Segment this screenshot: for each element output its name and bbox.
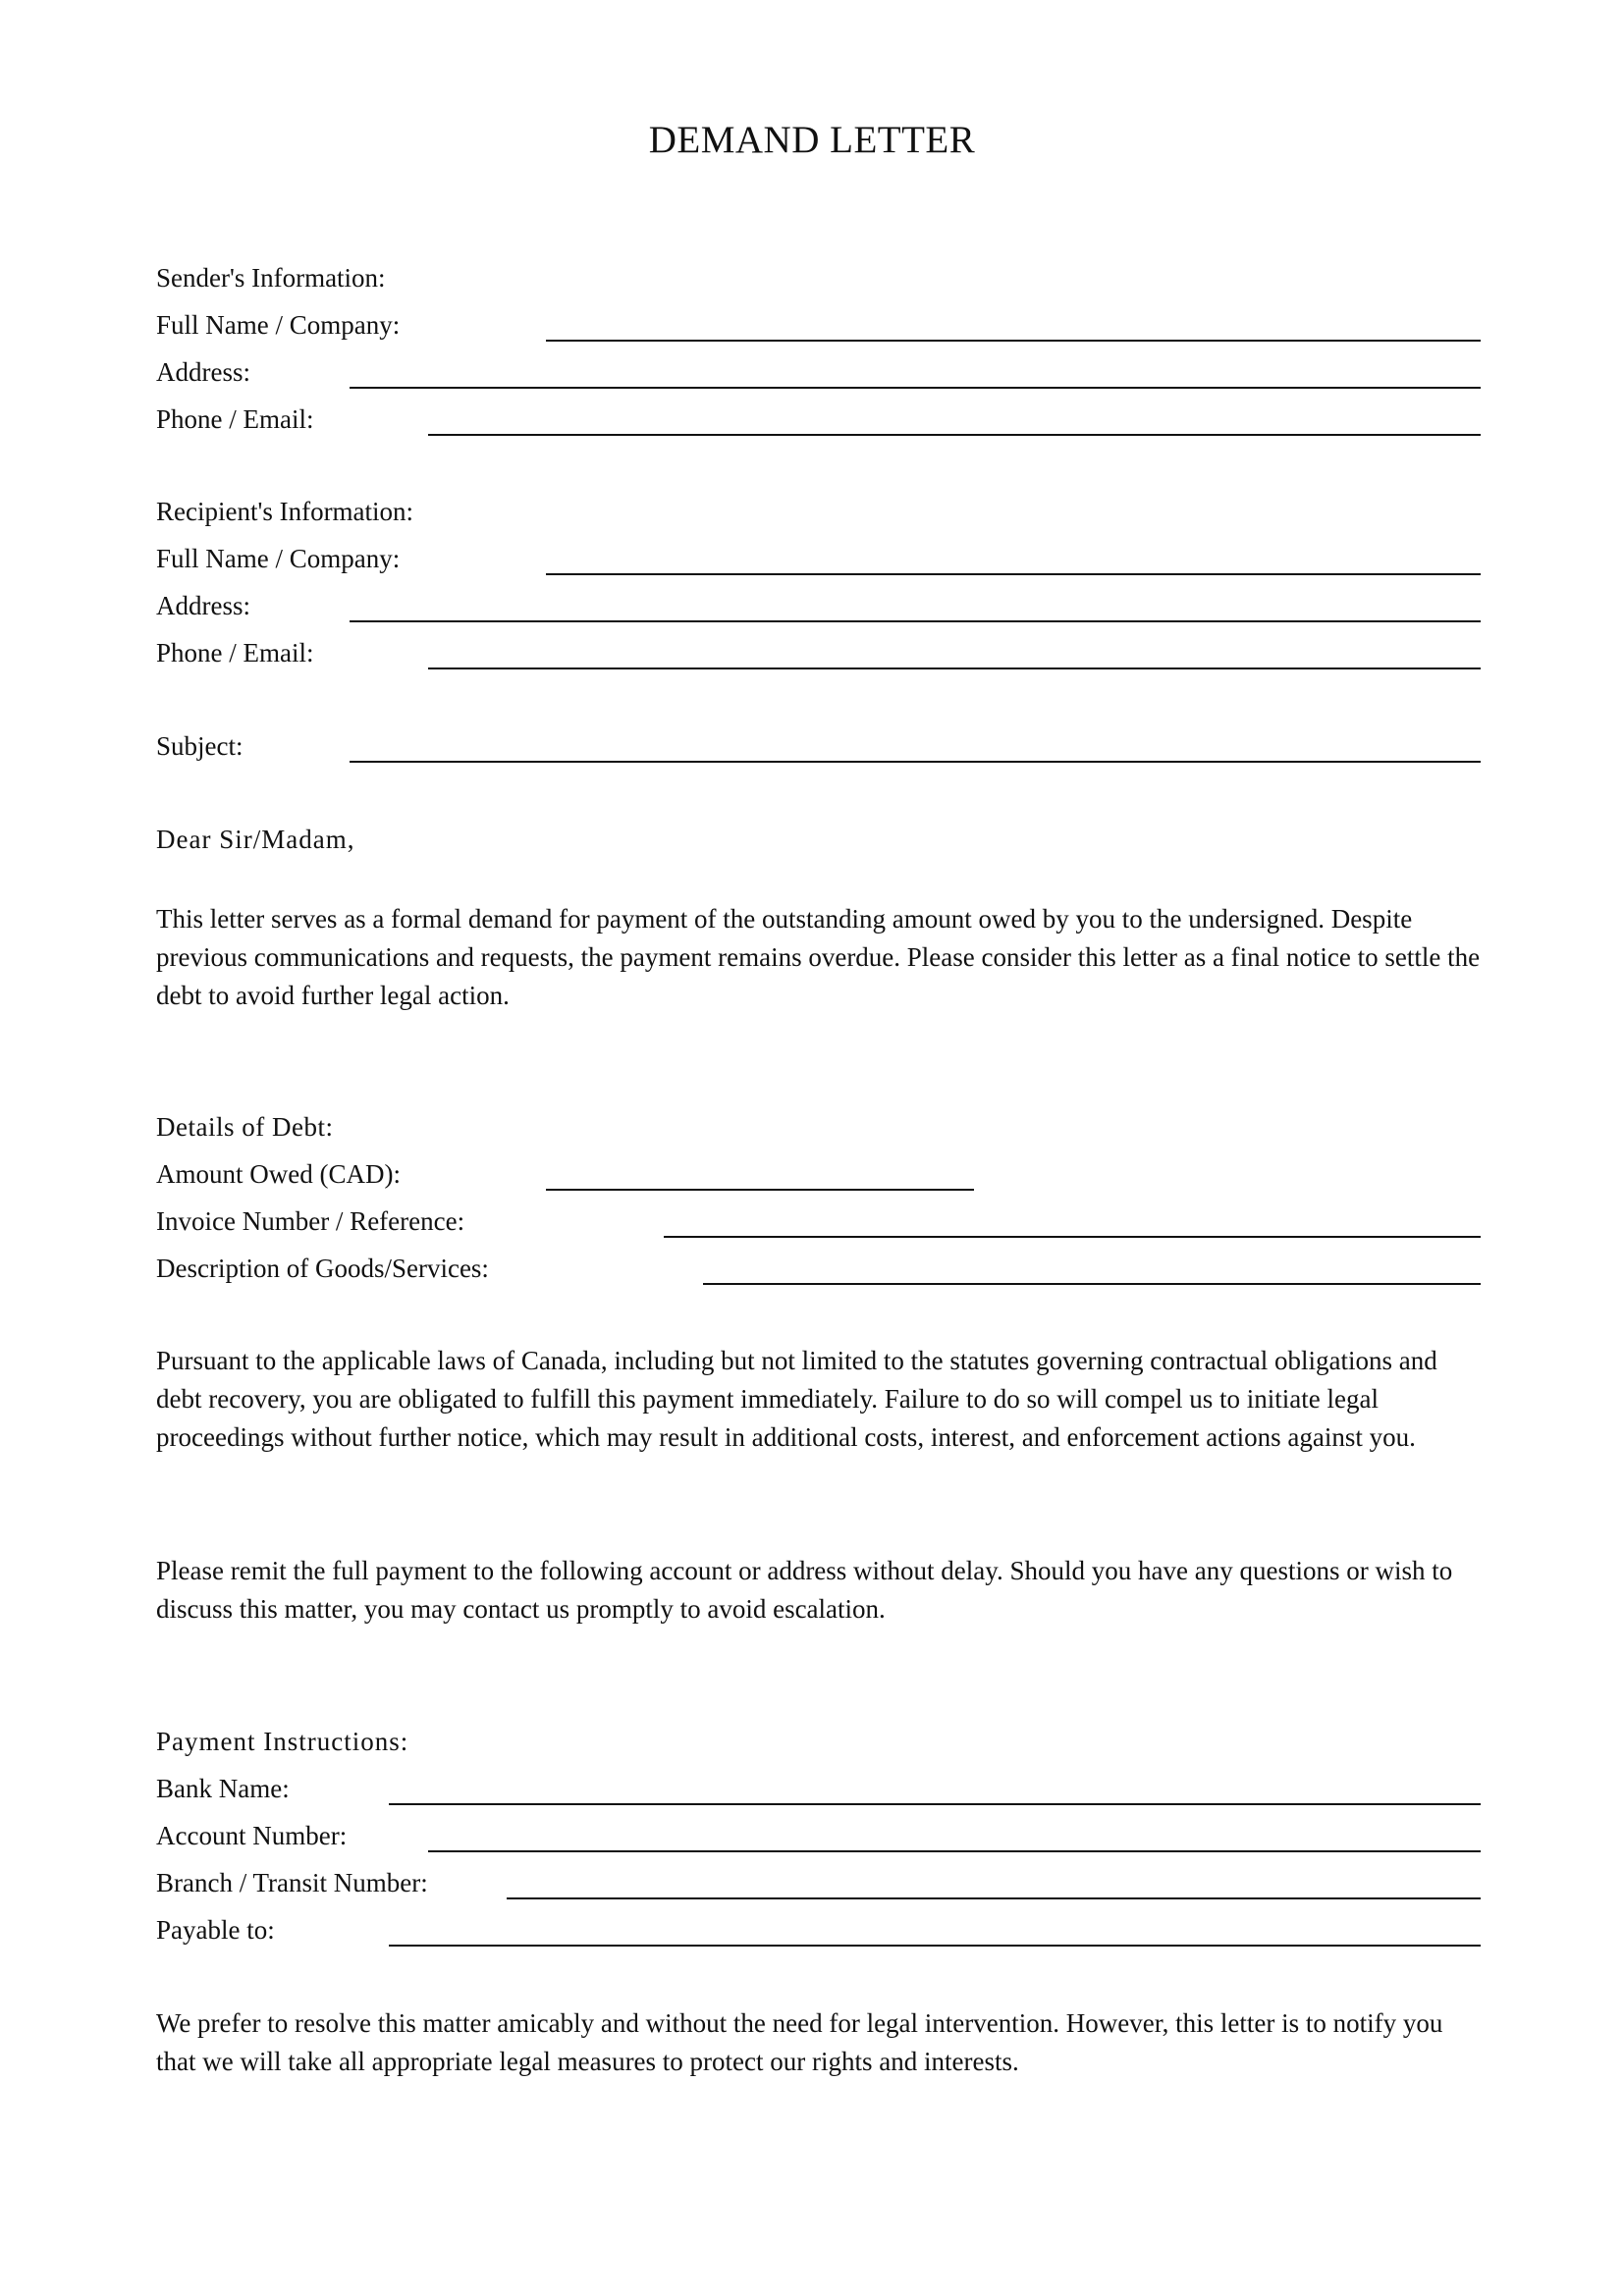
recipient-heading: Recipient's Information: — [156, 497, 414, 526]
branch-transit-label: Branch / Transit Number: — [156, 1868, 428, 1897]
debt-heading: Details of Debt: — [156, 1112, 334, 1142]
invoice-number-label: Invoice Number / Reference: — [156, 1206, 465, 1236]
amount-owed-label: Amount Owed (CAD): — [156, 1159, 401, 1189]
bank-name-label: Bank Name: — [156, 1774, 290, 1803]
account-number-label: Account Number: — [156, 1821, 348, 1850]
subject-label: Subject: — [156, 731, 244, 761]
payment-heading: Payment Instructions: — [156, 1727, 409, 1756]
description-field[interactable] — [703, 1283, 1481, 1285]
sender-contact-label: Phone / Email: — [156, 404, 314, 434]
branch-transit-field[interactable] — [507, 1897, 1481, 1899]
recipient-name-field[interactable] — [546, 573, 1481, 575]
amount-owed-field[interactable] — [546, 1189, 974, 1191]
payable-to-label: Payable to: — [156, 1915, 275, 1945]
paragraph-amicable-resolution: We prefer to resolve this matter amicably and without the need for legal intervention. However, this letter is to notify you that we will take all appropriate legal measures to protect our rights and interests. — [156, 2008, 1443, 2076]
recipient-contact-field[interactable] — [428, 667, 1481, 669]
description-label: Description of Goods/Services: — [156, 1254, 489, 1283]
paragraph-formal-demand: This letter serves as a formal demand for payment of the outstanding amount owed by you to the undersigned. Despite previous communications and requests, the payment remains overdue. Please consider this letter as a final notice to settle the debt to avoid further legal action. — [156, 904, 1481, 1010]
subject-field[interactable] — [350, 761, 1481, 763]
sender-contact-field[interactable] — [428, 434, 1481, 436]
sender-address-label: Address: — [156, 357, 250, 387]
sender-heading: Sender's Information: — [156, 263, 386, 293]
recipient-address-field[interactable] — [350, 620, 1481, 622]
bank-name-field[interactable] — [389, 1803, 1481, 1805]
recipient-address-label: Address: — [156, 591, 250, 620]
recipient-name-label: Full Name / Company: — [156, 544, 401, 573]
recipient-contact-label: Phone / Email: — [156, 638, 314, 667]
sender-name-label: Full Name / Company: — [156, 310, 401, 340]
account-number-field[interactable] — [428, 1850, 1481, 1852]
sender-name-field[interactable] — [546, 340, 1481, 342]
paragraph-legal-basis: Pursuant to the applicable laws of Canada, including but not limited to the statutes governing contractual obligations and debt recovery, you are obligated to fulfill this payment immediately. Failure to do so will compel us to initiate legal proceedings without further notice, which may result in additional costs, interest, and enforcement actions against you. — [156, 1346, 1437, 1452]
document-title: DEMAND LETTER — [648, 119, 976, 161]
payable-to-field[interactable] — [389, 1945, 1481, 1947]
invoice-number-field[interactable] — [664, 1236, 1481, 1238]
salutation: Dear Sir/Madam, — [156, 825, 355, 854]
paragraph-remit-payment: Please remit the full payment to the following account or address without delay. Should you have any questions or wish to discuss this matter, you may contact us promptly to avoid escalation. — [156, 1556, 1453, 1624]
sender-address-field[interactable] — [350, 387, 1481, 389]
